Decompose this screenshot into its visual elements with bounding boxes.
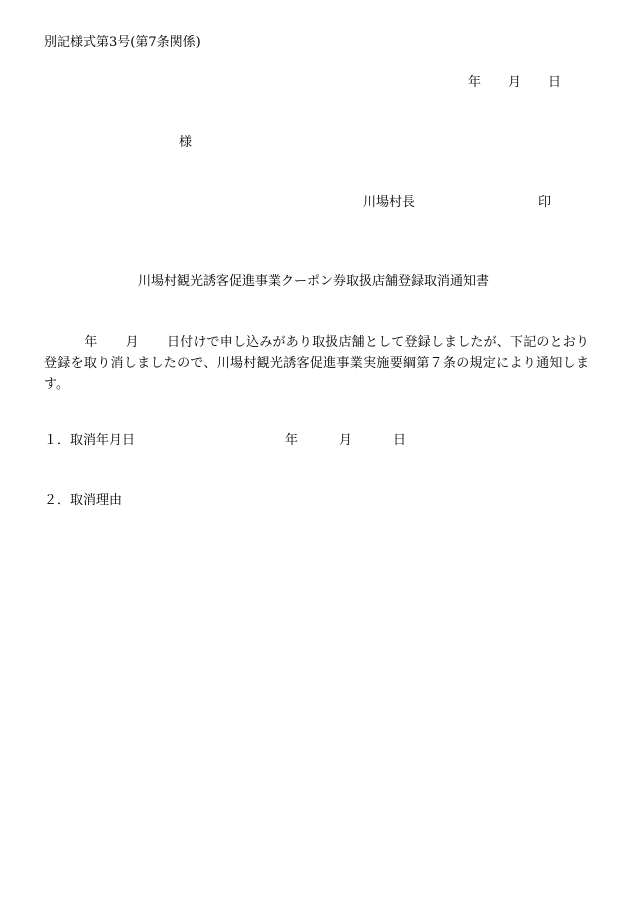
document-title: 川場村観光誘客促進事業クーポン券取扱店舗登録取消通知書	[138, 274, 490, 289]
body-month: 月	[125, 335, 139, 350]
body-paragraph	[44, 332, 589, 395]
cancel-date-day: 日	[393, 433, 407, 448]
form-number: 別記様式第3号(第7条関係)	[44, 35, 201, 50]
issue-date-line	[468, 76, 561, 89]
issue-date-month: 月	[508, 75, 522, 90]
body-year: 年	[84, 335, 98, 350]
seal-mark: 印	[538, 195, 552, 210]
addressee-suffix: 様	[179, 135, 193, 150]
issue-date-year: 年	[468, 75, 482, 90]
body-text: 日付けで申し込みがあり取扱店舗として登録しましたが、下記のとおり登録を取り消しましたので、川場村観光誘客促進事業実施要綱第７条の規定により通知します。	[44, 335, 589, 392]
issuer-name: 川場村長	[363, 195, 416, 210]
item-cancel-date-label: １．取消年月日	[44, 433, 136, 448]
cancel-date-year: 年	[285, 433, 299, 448]
item-cancel-reason-label: ２．取消理由	[44, 493, 123, 508]
issue-date-day: 日	[548, 75, 562, 90]
cancel-date-month: 月	[339, 433, 353, 448]
item-cancel-date-value	[285, 434, 406, 447]
